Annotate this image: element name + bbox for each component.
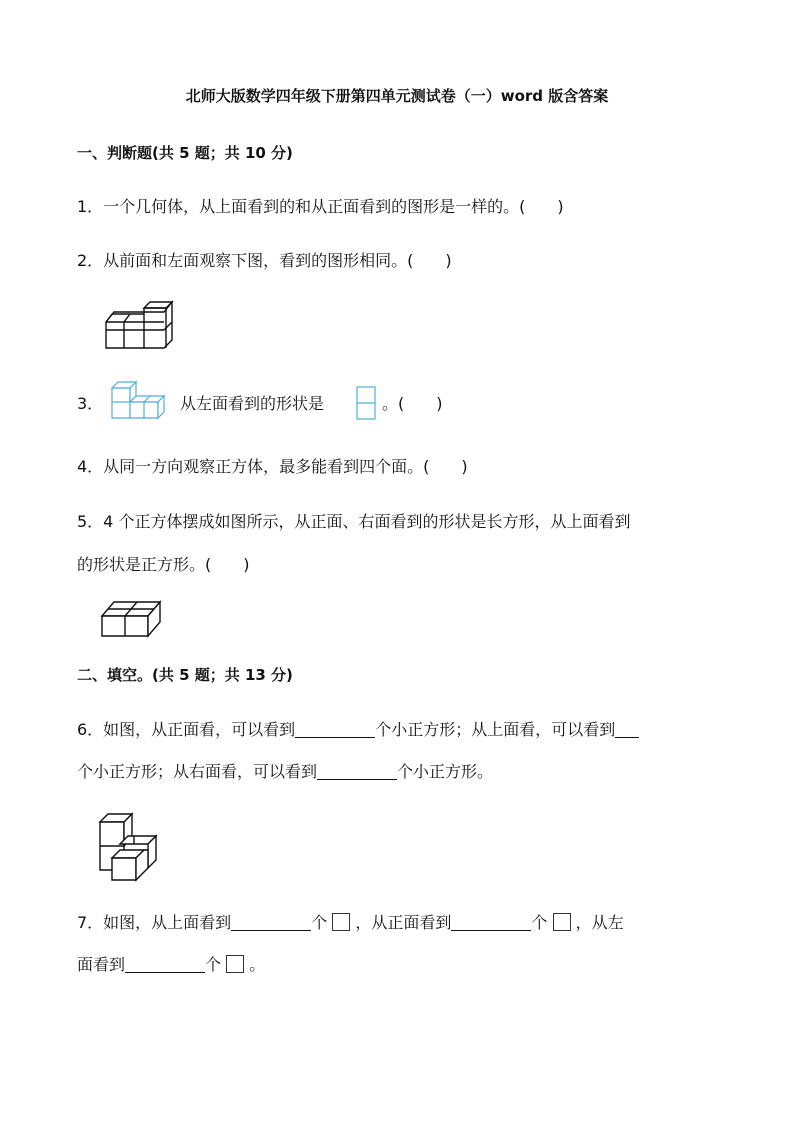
question-5-line-2: 的形状是正方形。( ) [77,555,250,574]
q6-cube-figure [98,812,160,882]
q7-unit-2: 个 [531,913,548,932]
question-1: 1．一个几何体，从上面看到的和从正面看到的图形是一样的。( ) [77,197,564,216]
question-3-number: 3． [77,394,104,413]
q7-unit-3: 个 [205,955,222,974]
q7-square-icon-1 [332,913,350,931]
q3-blue-cube-figure [110,380,166,420]
section-2-heading: 二、填空。(共 5 题；共 13 分) [77,666,293,684]
q6-part-a: 6．如图，从正面看，可以看到 [77,720,296,739]
q6-blank-top[interactable] [615,721,639,738]
question-3-tail: 。( ) [382,394,443,413]
question-4: 4．从同一方向观察正方体，最多能看到四个面。( ) [77,457,468,476]
section-1-heading: 一、判断题(共 5 题；共 10 分) [77,144,293,162]
q7-end: 。 [249,955,266,974]
q6-part-c: 个小正方形；从右面看，可以看到 [77,762,318,781]
q5-cube-figure [100,598,164,638]
question-6-line-2 [77,762,493,782]
q7-blank-top[interactable] [231,914,311,931]
q6-blank-right[interactable] [317,763,397,780]
question-5-line-1: 5．4 个正方体摆成如图所示，从正面、右面看到的形状是长方形，从上面看到 [77,512,631,531]
q7-part-d: 面看到 [77,955,126,974]
q7-part-c: ，从左 [575,913,624,932]
question-2: 2．从前面和左面观察下图，看到的图形相同。( ) [77,251,452,270]
q7-blank-front[interactable] [451,914,531,931]
q2-cube-figure [104,300,176,352]
question-6-line-1 [77,720,639,740]
q6-part-d: 个小正方形。 [397,762,494,781]
q7-part-a: 7．如图，从上面看到 [77,913,232,932]
question-7-line-1 [77,913,624,933]
q6-part-b: 个小正方形；从上面看，可以看到 [375,720,616,739]
q3-answer-figure [356,386,376,420]
q7-blank-left[interactable] [125,956,205,973]
q7-part-b: ，从正面看到 [355,913,452,932]
q7-square-icon-3 [226,955,244,973]
question-7-line-2 [77,955,265,975]
question-3-text: 从左面看到的形状是 [180,394,325,413]
q7-square-icon-2 [553,913,571,931]
q6-blank-front[interactable] [295,721,375,738]
page-title: 北师大版数学四年级下册第四单元测试卷（一）word 版含答案 [185,87,609,105]
q7-unit-1: 个 [311,913,328,932]
